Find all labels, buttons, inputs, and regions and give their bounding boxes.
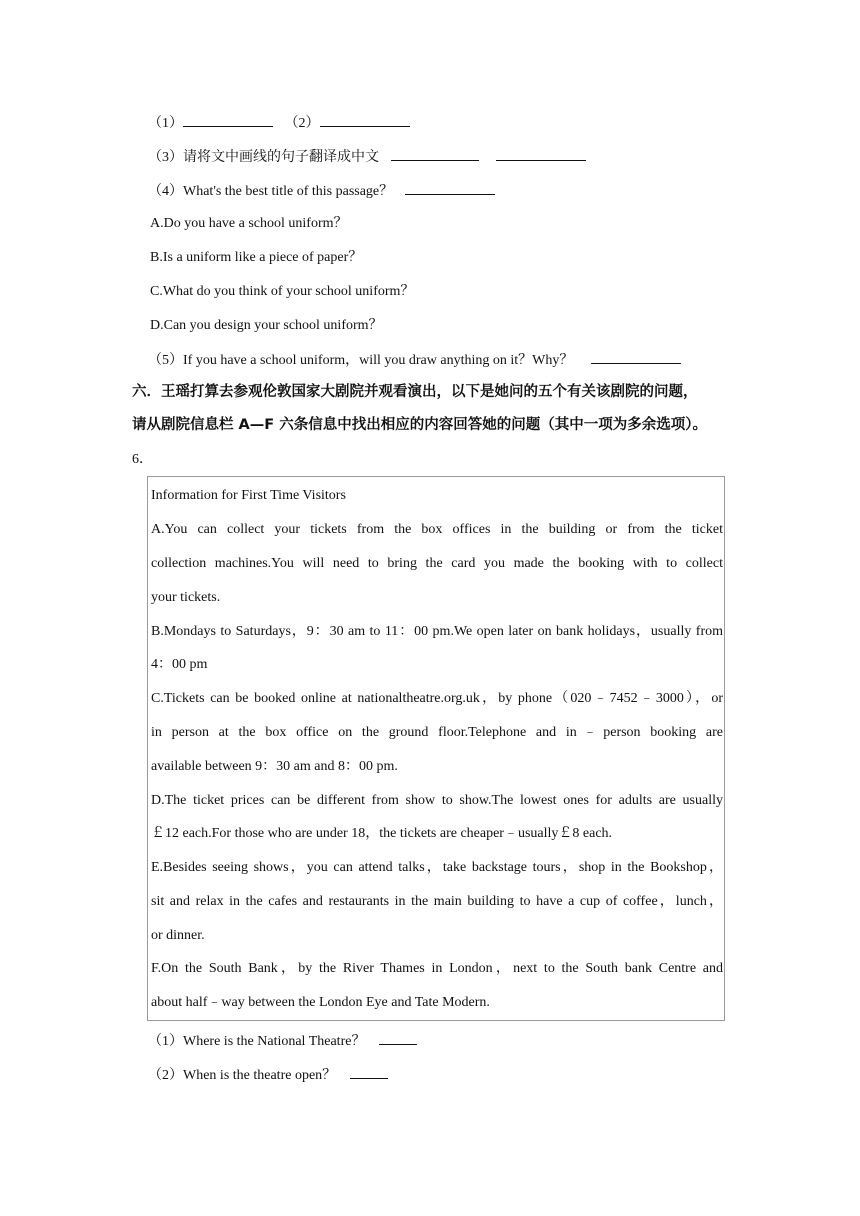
prev-q5-line <box>148 349 681 371</box>
prev-q3-line <box>148 146 586 168</box>
info-e-line-3: or dinner. <box>151 928 205 943</box>
info-b-line-1: B.Mondays to Saturdays，9：30 am to 11：00 pm.We open later on bank holidays，usually from <box>151 624 723 639</box>
info-a-line-1: A.You can collect your tickets from the box offices in the building or from the ticket <box>151 522 723 537</box>
info-f-line-2: about half﹣way between the London Eye and Tate Modern. <box>151 995 490 1010</box>
prev-q1-answer-blank[interactable] <box>183 112 273 127</box>
prev-q4-blank[interactable] <box>405 180 495 195</box>
question-number: 6． <box>132 452 153 467</box>
prev-q3-blank-1[interactable] <box>391 146 479 161</box>
prev-option-c: C.What do you think of your school uniform？ <box>150 284 415 299</box>
prev-q5-blank[interactable] <box>591 349 681 364</box>
prev-q4-text: （4）What's the best title of this passage？ <box>148 184 394 199</box>
info-f-line-1: F.On the South Bank，by the River Thames in London，next to the South bank Centre and <box>151 961 723 976</box>
prev-option-d: D.Can you design your school uniform？ <box>150 318 383 333</box>
prev-q2-label: （2） <box>284 116 320 131</box>
info-a-line-2: collection machines.You will need to bring the card you made the booking with to collect <box>151 556 723 571</box>
prev-q5-text: （5）If you have a school uniform，will you draw anything on it？Why？ <box>148 353 574 368</box>
prev-option-a: A.Do you have a school uniform？ <box>150 216 348 231</box>
prev-q3-text: （3）请将文中画线的句子翻译成中文 <box>148 150 379 165</box>
info-c-line-3: available between 9：30 am and 8：00 pm. <box>151 759 398 774</box>
info-c-line-1: C.Tickets can be booked online at nationaltheatre.org.uk，by phone（020﹣7452﹣3000），or <box>151 691 723 706</box>
info-b-line-2: 4：00 pm <box>151 657 208 672</box>
section-heading-line-1: 六．王瑶打算去参观伦敦国家大剧院并观看演出，以下是她问的五个有关该剧院的问题， <box>132 384 698 400</box>
question-2-line <box>148 1064 388 1086</box>
info-box-title: Information for First Time Visitors <box>151 488 346 503</box>
info-d-line-2: ￡12 each.For those who are under 18，the tickets are cheaper﹣usually￡8 each. <box>151 826 613 841</box>
info-e-line-1: E.Besides seeing shows，you can attend talks，take backstage tours，shop in the Bookshop， <box>151 860 723 875</box>
info-box <box>147 476 725 1021</box>
prev-option-b: B.Is a uniform like a piece of paper？ <box>150 250 363 265</box>
prev-q4-line <box>148 180 495 202</box>
info-c-line-2: in person at the box office on the ground floor.Telephone and in﹣person booking are <box>151 725 723 740</box>
prev-q1-label: （1） <box>148 116 183 131</box>
prev-q1-q2-line <box>148 112 410 134</box>
question-2-text: （2）When is the theatre open？ <box>148 1068 337 1083</box>
question-1-blank[interactable] <box>379 1030 417 1045</box>
question-1-text: （1）Where is the National Theatre？ <box>148 1034 366 1049</box>
info-a-line-3: your tickets. <box>151 590 221 605</box>
question-2-blank[interactable] <box>350 1064 388 1079</box>
question-1-line <box>148 1030 417 1052</box>
info-d-line-1: D.The ticket prices can be different from show to show.The lowest ones for adults are usually <box>151 793 723 808</box>
prev-q3-blank-2[interactable] <box>496 146 586 161</box>
section-heading-line-2: 请从剧院信息栏 A—F 六条信息中找出相应的内容回答她的问题（其中一项为多余选项）。 <box>132 417 707 433</box>
prev-q2-answer-blank[interactable] <box>320 112 410 127</box>
info-e-line-2: sit and relax in the cafes and restaurants in the main building to have a cup of coffee，lunch， <box>151 894 723 909</box>
